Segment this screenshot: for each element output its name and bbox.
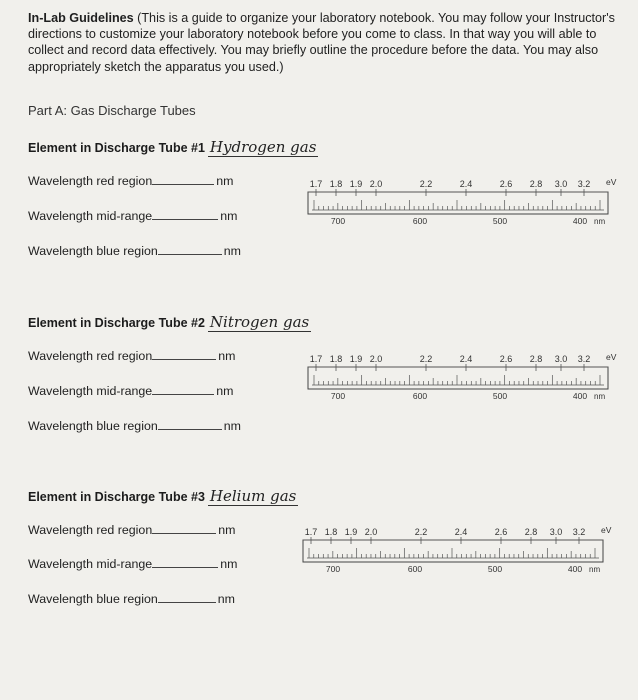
ev-tick-label: 3.0 — [549, 527, 563, 537]
nm-tick-label: 500 — [492, 391, 508, 401]
ev-tick-label: 2.2 — [414, 527, 428, 537]
ev-tick-label: 1.7 — [309, 179, 323, 189]
tube-3-title — [28, 487, 298, 505]
nm-tick-label: 600 — [412, 216, 428, 226]
part-title: Part A: Gas Discharge Tubes — [28, 103, 196, 118]
row-label: Wavelength red region — [28, 174, 153, 188]
unit-label: nm — [223, 244, 241, 258]
intro-paragraph — [28, 10, 623, 75]
unit-label: nm — [220, 209, 238, 223]
unit-label: nm — [218, 349, 236, 363]
tube-2-red-row — [28, 349, 235, 363]
unit-label: nm — [216, 384, 234, 398]
ev-tick-label: 2.6 — [499, 354, 513, 364]
ev-tick-label: 3.2 — [577, 179, 591, 189]
ev-tick-label: 2.0 — [364, 527, 378, 537]
tube-3-label: Element in Discharge Tube #3 — [28, 490, 205, 504]
ev-tick-label: 2.0 — [369, 179, 383, 189]
row-label: Wavelength mid-range — [28, 384, 153, 398]
nm-unit-label: nm — [594, 392, 606, 401]
tube-3-mid-blank[interactable] — [152, 567, 218, 568]
row-label: Wavelength red region — [28, 523, 153, 537]
tube-1-element-handwritten: Hydrogen gas — [209, 138, 317, 156]
ev-tick-label: 2.8 — [529, 354, 543, 364]
tube-1-red-row — [28, 174, 233, 188]
nm-tick-label: 500 — [487, 564, 503, 574]
tube-3-spectrum-scale — [295, 520, 613, 596]
nm-tick-label: 700 — [330, 391, 346, 401]
tube-2-element-handwritten: Nitrogen gas — [209, 313, 310, 331]
ev-tick-label: 1.7 — [309, 354, 323, 364]
row-label: Wavelength mid-range — [28, 557, 153, 571]
ev-tick-label: 1.8 — [329, 354, 343, 364]
ev-unit-label: eV — [606, 352, 617, 362]
unit-label: nm — [217, 592, 235, 606]
tube-2-label: Element in Discharge Tube #2 — [28, 316, 205, 330]
scale-frame — [303, 540, 603, 562]
tube-1-mid-row — [28, 209, 237, 223]
ev-tick-label: 2.0 — [369, 354, 383, 364]
ev-tick-label: 3.2 — [572, 527, 586, 537]
nm-tick-label: 400 — [567, 564, 583, 574]
tube-3-red-row — [28, 523, 235, 537]
ev-tick-label: 2.6 — [494, 527, 508, 537]
tube-1-mid-blank[interactable] — [152, 219, 218, 220]
tube-1-title — [28, 138, 318, 156]
ev-tick-label: 1.7 — [304, 527, 318, 537]
tube-1-blue-blank[interactable] — [158, 254, 222, 255]
tube-2-spectrum-scale — [300, 347, 618, 419]
intro-text: (This is a guide to organize your laboratory notebook. You may follow your Instructor's directions to customize your laboratory notebook before you come to class. In that way you will able to collect and record data effectively. You may briefly outline the procedure before the data. You may also appropriately sketch the apparatus you used.) — [28, 11, 615, 74]
tube-2-title — [28, 313, 311, 331]
nm-tick-label: 600 — [412, 391, 428, 401]
ev-tick-label: 2.4 — [459, 179, 473, 189]
row-label: Wavelength blue region — [28, 592, 158, 606]
tube-3-mid-row — [28, 557, 237, 571]
ev-tick-label: 1.8 — [324, 527, 338, 537]
nm-tick-label: 600 — [407, 564, 423, 574]
ev-tick-label: 1.9 — [344, 527, 358, 537]
ev-tick-label: 2.2 — [419, 354, 433, 364]
nm-tick-label: 700 — [325, 564, 341, 574]
tube-1-red-blank[interactable] — [152, 184, 214, 185]
scale-frame — [308, 367, 608, 389]
ev-tick-label: 3.0 — [554, 354, 568, 364]
ev-tick-label: 2.8 — [529, 179, 543, 189]
unit-label: nm — [220, 557, 238, 571]
nm-tick-label: 400 — [572, 391, 588, 401]
scale-frame — [308, 192, 608, 214]
nm-unit-label: nm — [589, 565, 601, 574]
tube-3-element-handwritten: Helium gas — [209, 487, 297, 505]
nm-tick-label: 500 — [492, 216, 508, 226]
tube-3-blue-row — [28, 592, 235, 606]
ev-tick-label: 1.8 — [329, 179, 343, 189]
tube-3-red-blank[interactable] — [152, 533, 216, 534]
tube-2-blue-blank[interactable] — [158, 429, 222, 430]
tube-1-blue-row — [28, 244, 241, 258]
ev-unit-label: eV — [601, 525, 612, 535]
ev-tick-label: 3.0 — [554, 179, 568, 189]
ev-tick-label: 2.8 — [524, 527, 538, 537]
tube-3-blue-blank[interactable] — [158, 602, 216, 603]
nm-tick-label: 700 — [330, 216, 346, 226]
tube-2-mid-blank[interactable] — [152, 394, 214, 395]
ev-tick-label: 3.2 — [577, 354, 591, 364]
unit-label: nm — [223, 419, 241, 433]
tube-2-mid-row — [28, 384, 233, 398]
unit-label: nm — [216, 174, 234, 188]
ev-tick-label: 2.4 — [459, 354, 473, 364]
ev-tick-label: 2.2 — [419, 179, 433, 189]
intro-title: In-Lab Guidelines — [28, 11, 134, 25]
row-label: Wavelength mid-range — [28, 209, 153, 223]
tube-1-spectrum-scale — [300, 172, 618, 244]
nm-unit-label: nm — [594, 217, 606, 226]
row-label: Wavelength blue region — [28, 419, 158, 433]
ev-tick-label: 2.6 — [499, 179, 513, 189]
ev-unit-label: eV — [606, 177, 617, 187]
ev-tick-label: 1.9 — [349, 179, 363, 189]
row-label: Wavelength red region — [28, 349, 153, 363]
row-label: Wavelength blue region — [28, 244, 158, 258]
tube-2-blue-row — [28, 419, 241, 433]
ev-tick-label: 2.4 — [454, 527, 468, 537]
tube-1-label: Element in Discharge Tube #1 — [28, 141, 205, 155]
nm-tick-label: 400 — [572, 216, 588, 226]
unit-label: nm — [218, 523, 236, 537]
tube-2-red-blank[interactable] — [152, 359, 216, 360]
ev-tick-label: 1.9 — [349, 354, 363, 364]
